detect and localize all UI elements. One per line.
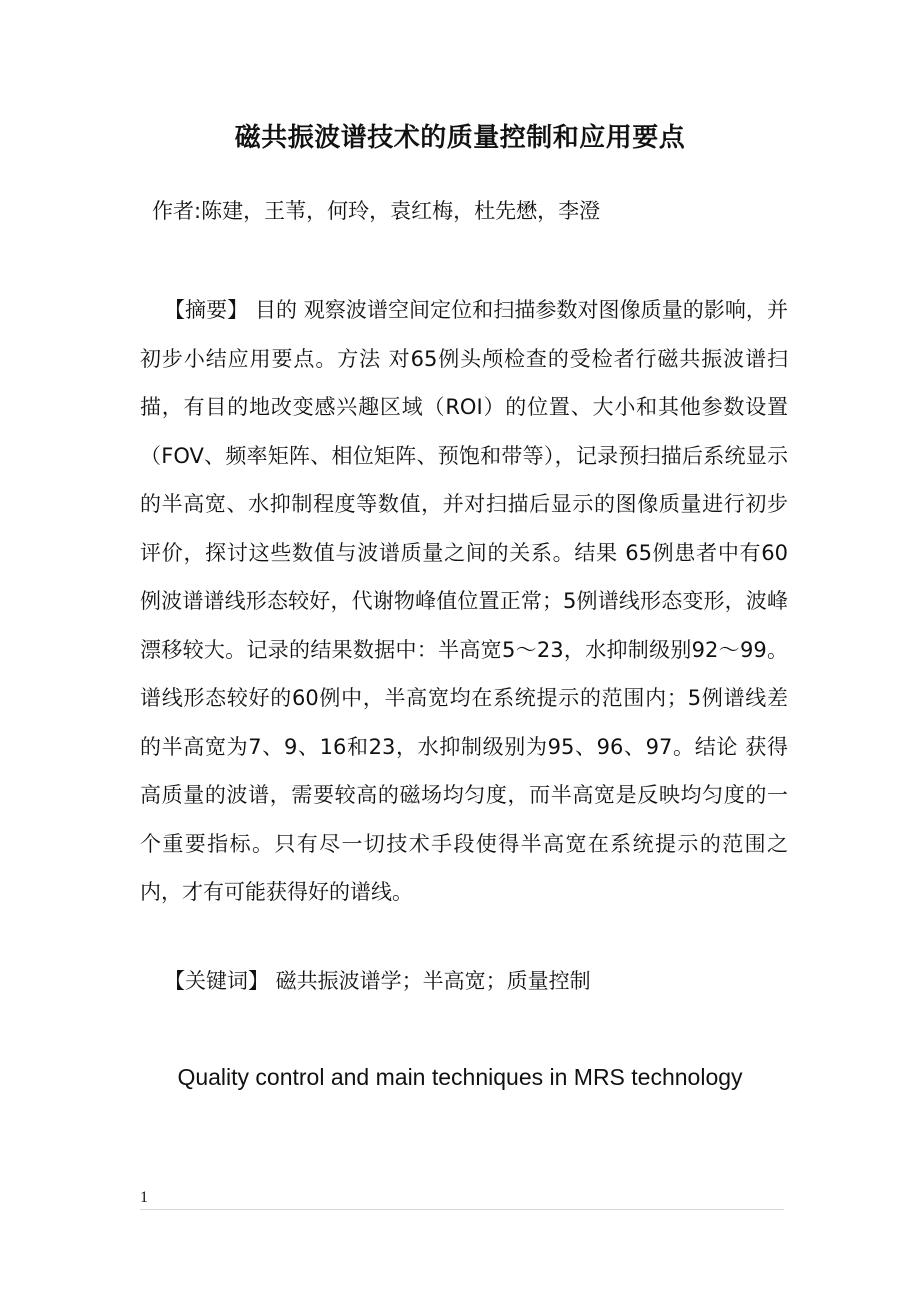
english-title: Quality control and main techniques in MRS technology [177, 1064, 743, 1090]
page-title: 磁共振波谱技术的质量控制和应用要点 [234, 123, 686, 153]
authors-line: 作者:陈建，王苇，何玲，袁红梅，杜先懋，李澄 [152, 199, 601, 223]
abstract-paragraph: 【摘要】 目的 观察波谱空间定位和扫描参数对图像质量的影响，并初步小结应用要点。方法 对65例头颅检查的受检者行磁共振波谱扫描，有目的地改变感兴趣区域（ROI）的位置、大小和其他参数设置（FOV、频率矩阵、相位矩阵、预饱和带等），记录预扫描后系统显示的半高宽、水抑制程度等数值，并对扫描后显示的图像质量进行初步评价，探讨这些数值与波谱质量之间的关系。结果 65例患者中有60例波谱谱线形态较好，代谢物峰值位置正常；5例谱线形态变形，波峰漂移较大。记录的结果数据中：半高宽5～23，水抑制级别92～99。谱线形态较好的60例中，半高宽均在系统提示的范围内；5例谱线差的半高宽为7、9、16和23，水抑制级别为95、96、97。结论 获得高质量的波谱，需要较高的磁场均匀度，而半高宽是反映均匀度的一个重要指标。只有尽一切技术手段使得半高宽在系统提示的范围之内，才有可能获得好的谱线。 [140, 298, 788, 904]
keywords-line: 【关键词】 磁共振波谱学；半高宽；质量控制 [164, 969, 591, 993]
page-number: 1 [140, 1189, 148, 1206]
footer-divider [140, 1209, 784, 1210]
